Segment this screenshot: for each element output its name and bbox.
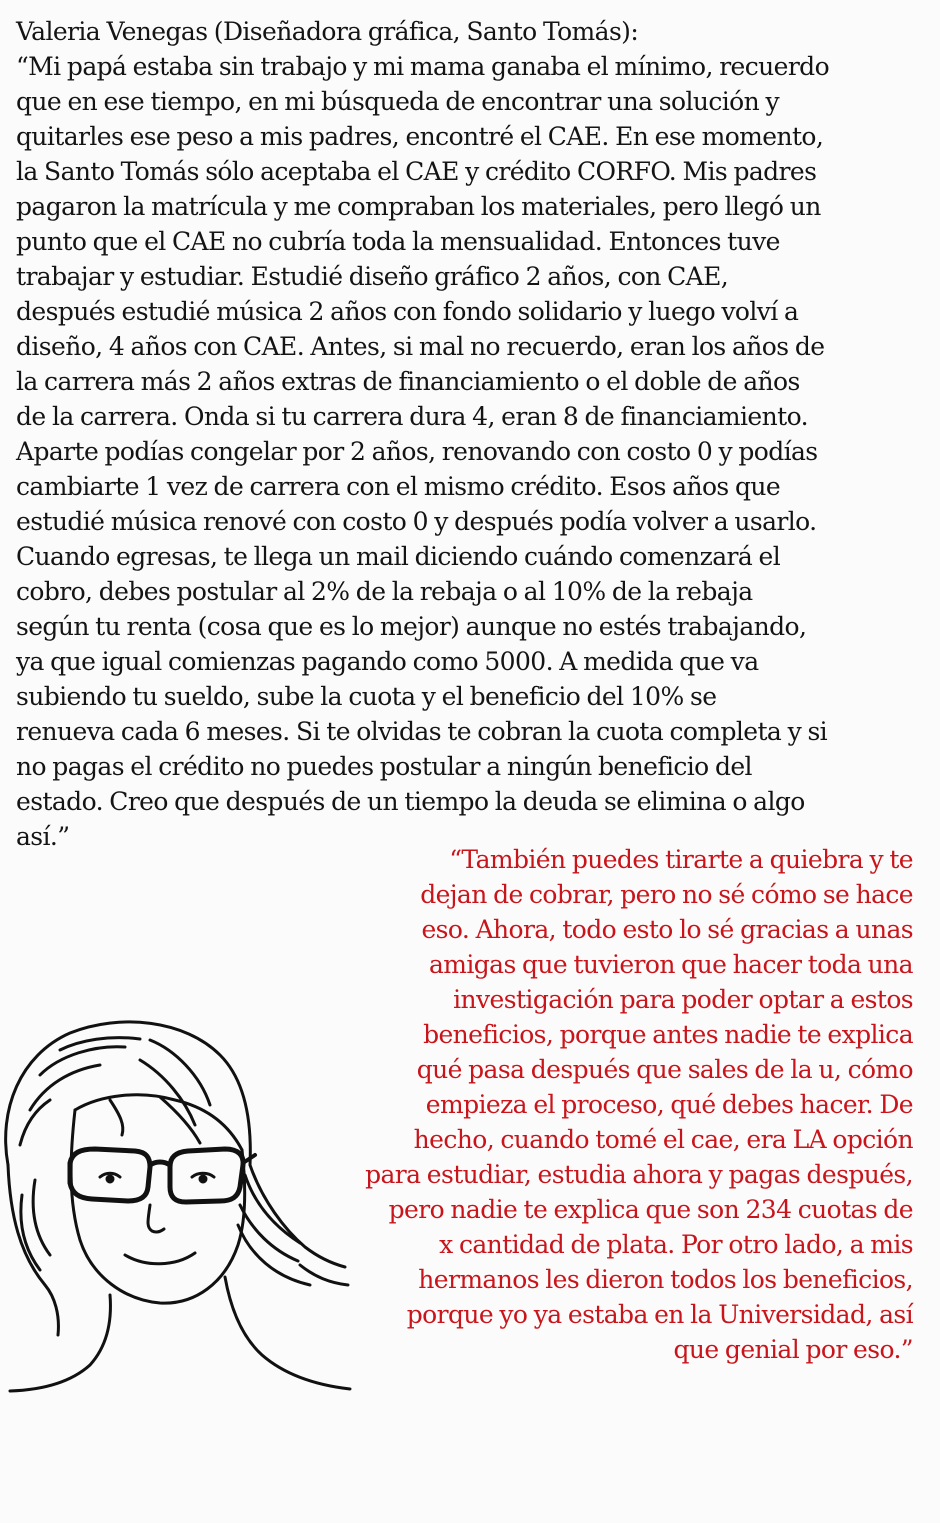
portrait-illustration bbox=[0, 1015, 360, 1395]
highlight-line: investigación para poder optar a estos bbox=[453, 985, 913, 1014]
quote-line: después estudié música 2 años con fondo solidario y luego volví a bbox=[16, 297, 799, 326]
quote-line: según tu renta (cosa que es lo mejor) aunque no estés trabajando, bbox=[16, 612, 807, 641]
quote-line: pagaron la matrícula y me compraban los materiales, pero llegó un bbox=[16, 192, 821, 221]
highlight-line: dejan de cobrar, pero no sé cómo se hace bbox=[420, 880, 913, 909]
highlight-line: empieza el proceso, qué debes hacer. De bbox=[425, 1090, 913, 1119]
quote-line: cambiarte 1 vez de carrera con el mismo crédito. Esos años que bbox=[16, 472, 781, 501]
quote-body bbox=[16, 49, 926, 854]
highlight-line: para estudiar, estudia ahora y pagas después, bbox=[365, 1160, 913, 1189]
highlight-line: que genial por eso.” bbox=[673, 1335, 913, 1364]
speaker-attribution: Valeria Venegas (Diseñadora gráfica, Santo Tomás): bbox=[16, 17, 639, 46]
quote-line: no pagas el crédito no puedes postular a ningún beneficio del bbox=[16, 752, 752, 781]
quote-line: que en ese tiempo, en mi búsqueda de encontrar una solución y bbox=[16, 87, 779, 116]
quote-line: de la carrera. Onda si tu carrera dura 4, eran 8 de financiamiento. bbox=[16, 402, 808, 431]
quote-line: la Santo Tomás sólo aceptaba el CAE y crédito CORFO. Mis padres bbox=[16, 157, 817, 186]
quote-line: quitarles ese peso a mis padres, encontré el CAE. En ese momento, bbox=[16, 122, 824, 151]
highlight-line: hermanos les dieron todos los beneficios, bbox=[418, 1265, 913, 1294]
quote-line: subiendo tu sueldo, sube la cuota y el beneficio del 10% se bbox=[16, 682, 717, 711]
highlight-line: amigas que tuvieron que hacer toda una bbox=[428, 950, 913, 979]
quote-line: ya que igual comienzas pagando como 5000. A medida que va bbox=[16, 647, 759, 676]
quote-line: punto que el CAE no cubría toda la mensualidad. Entonces tuve bbox=[16, 227, 780, 256]
quote-line: “Mi papá estaba sin trabajo y mi mama ganaba el mínimo, recuerdo bbox=[16, 52, 830, 81]
highlight-line: “También puedes tirarte a quiebra y te bbox=[449, 845, 913, 874]
quote-line: Aparte podías congelar por 2 años, renovando con costo 0 y podías bbox=[16, 437, 818, 466]
highlight-line: x cantidad de plata. Por otro lado, a mis bbox=[439, 1230, 913, 1259]
quote-line: trabajar y estudiar. Estudié diseño gráfico 2 años, con CAE, bbox=[16, 262, 729, 291]
quote-line: Cuando egresas, te llega un mail diciendo cuándo comenzará el bbox=[16, 542, 781, 571]
highlight-quote bbox=[293, 842, 913, 1367]
quote-line: renueva cada 6 meses. Si te olvidas te cobran la cuota completa y si bbox=[16, 717, 828, 746]
highlight-line: hecho, cuando tomé el cae, era LA opción bbox=[413, 1125, 913, 1154]
quote-line: cobro, debes postular al 2% de la rebaja o al 10% de la rebaja bbox=[16, 577, 753, 606]
highlight-line: qué pasa después que sales de la u, cómo bbox=[416, 1055, 913, 1084]
highlight-line: beneficios, porque antes nadie te explica bbox=[423, 1020, 913, 1049]
quote-line: diseño, 4 años con CAE. Antes, si mal no recuerdo, eran los años de bbox=[16, 332, 825, 361]
highlight-line: eso. Ahora, todo esto lo sé gracias a unas bbox=[421, 915, 913, 944]
highlight-line: porque yo ya estaba en la Universidad, así bbox=[406, 1300, 913, 1329]
quote-line: la carrera más 2 años extras de financiamiento o el doble de años bbox=[16, 367, 800, 396]
quote-line: estudié música renové con costo 0 y después podía volver a usarlo. bbox=[16, 507, 817, 536]
highlight-line: pero nadie te explica que son 234 cuotas de bbox=[388, 1195, 913, 1224]
quote-line: así.” bbox=[16, 822, 70, 851]
quote-line: estado. Creo que después de un tiempo la deuda se elimina o algo bbox=[16, 787, 805, 816]
testimony-quote bbox=[16, 14, 926, 854]
